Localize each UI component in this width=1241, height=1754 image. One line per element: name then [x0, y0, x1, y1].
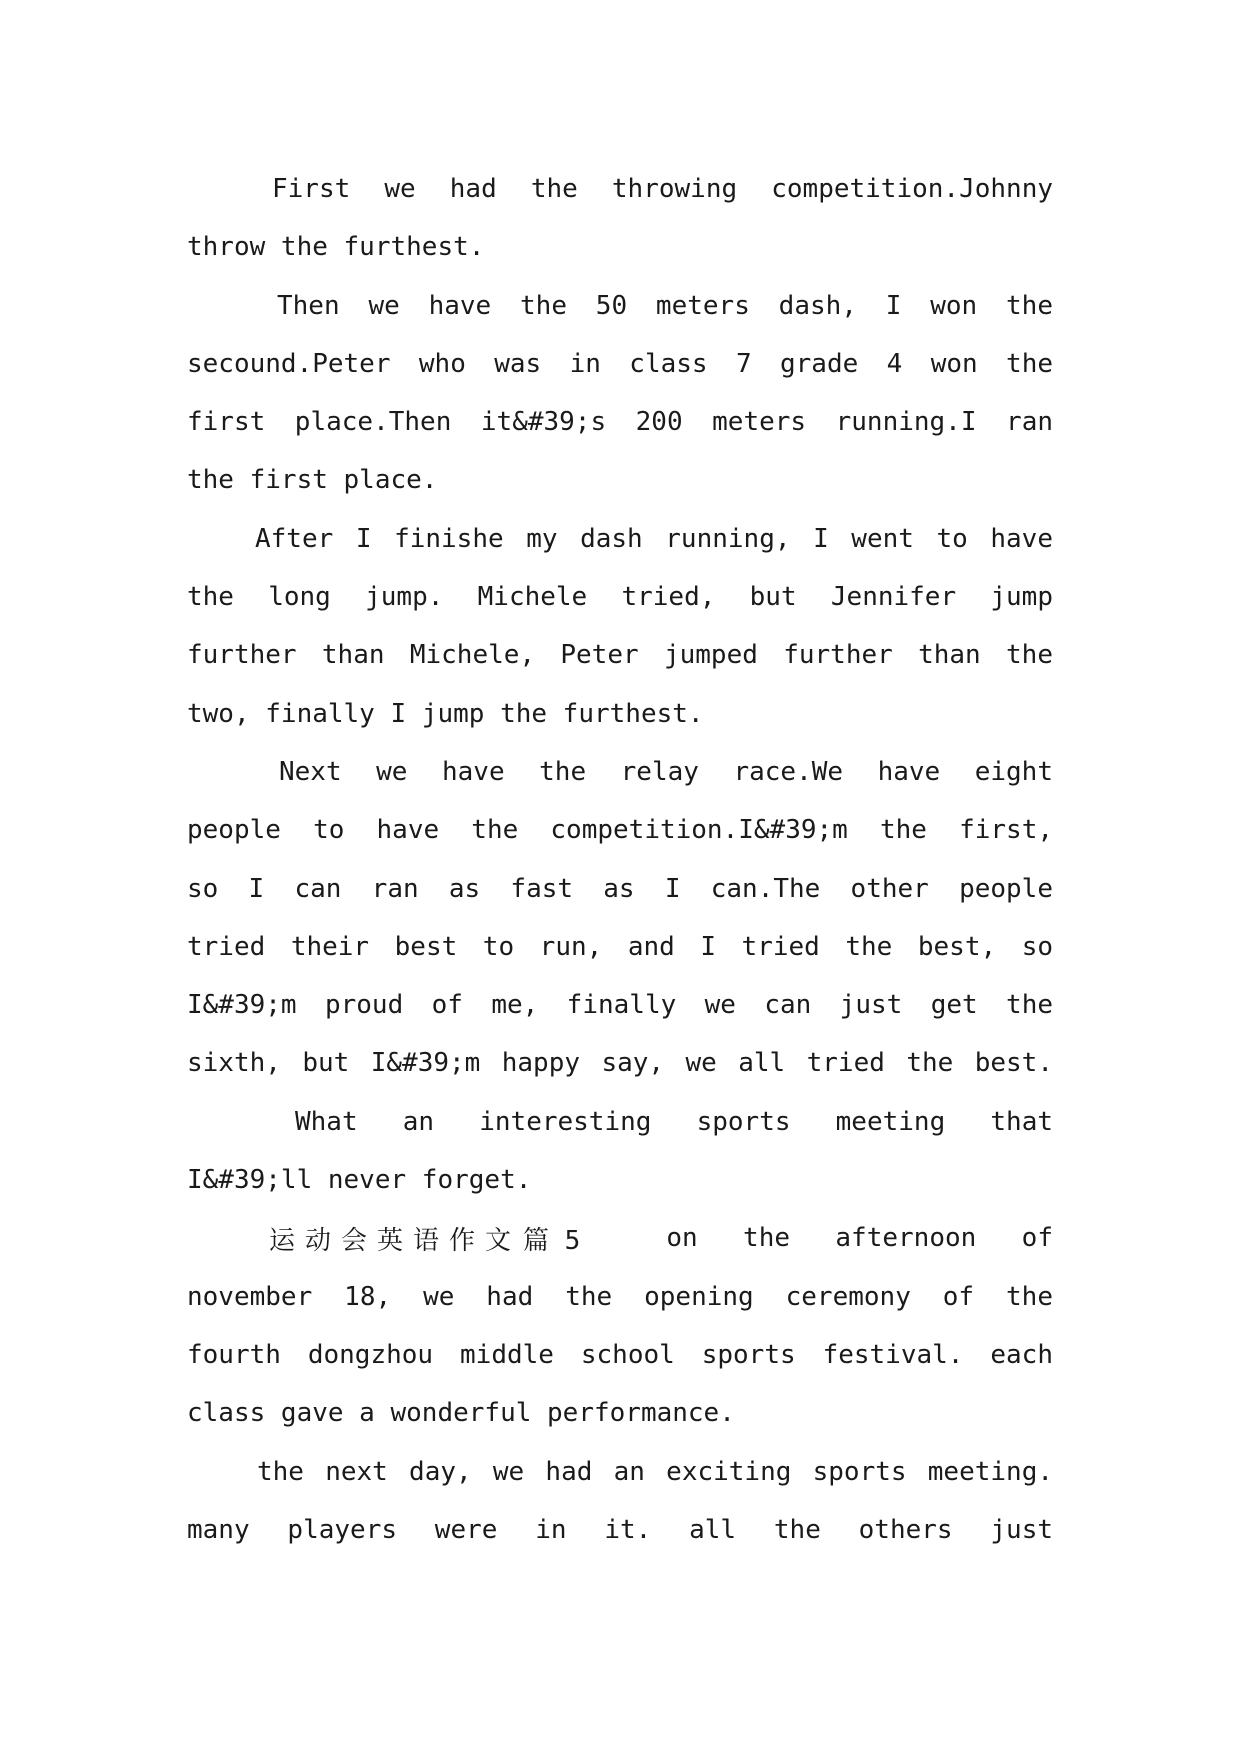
section-paragraph-2-line-1: the next day, we had an exciting sports meeting. — [257, 1456, 1053, 1487]
paragraph-3-line-4: two, finally I jump the furthest. — [187, 698, 704, 729]
paragraph-4-line-1: Next we have the relay race.We have eight — [279, 756, 1053, 787]
paragraph-4-line-2: people to have the competition.I&#39;m the first, — [187, 815, 1053, 846]
section-paragraph-1-line-3: class gave a wonderful performance. — [187, 1398, 735, 1429]
paragraph-3-line-1: After I finishe my dash running, I went to have — [255, 523, 1053, 554]
section-heading-first-line: on the afternoon of — [666, 1223, 1053, 1254]
document-body — [187, 160, 1053, 1559]
paragraph-1-line-1: First we had the throwing competition.Johnny — [272, 174, 1053, 204]
paragraph-5-line-1: What an interesting sports meeting that — [295, 1106, 1053, 1137]
paragraph-3-line-3: further than Michele, Peter jumped further than the — [187, 640, 1053, 671]
section-heading-number: 篇 5 — [523, 1225, 581, 1256]
paragraph-1-line-2: throw the furthest. — [187, 232, 485, 263]
paragraph-4-line-6: sixth, but I&#39;m happy say, we all tried the best. — [187, 1048, 1053, 1079]
section-heading-label: 运动会英语作文 — [269, 1225, 522, 1256]
paragraph-2-line-1: Then we have the 50 meters dash, I won the — [277, 290, 1053, 321]
paragraph-5-line-2: I&#39;ll never forget. — [187, 1165, 532, 1196]
paragraph-4-line-4: tried their best to run, and I tried the best, so — [187, 931, 1053, 962]
paragraph-2-line-2: secound.Peter who was in class 7 grade 4 won the — [187, 348, 1053, 379]
section-paragraph-1-line-1: november 18, we had the opening ceremony of the — [187, 1281, 1053, 1312]
paragraph-2-line-4: the first place. — [187, 465, 438, 496]
paragraph-3-line-2: the long jump. Michele tried, but Jennifer jump — [187, 582, 1053, 613]
paragraph-4-line-3: so I can ran as fast as I can.The other people — [187, 873, 1053, 904]
section-paragraph-2-line-2: many players were in it. all the others just — [187, 1514, 1053, 1545]
section-paragraph-1-line-2: fourth dongzhou middle school sports festival. each — [187, 1339, 1053, 1370]
section-heading — [187, 1209, 1053, 1267]
paragraph-4-line-5: I&#39;m proud of me, finally we can just get the — [187, 990, 1053, 1021]
paragraph-2-line-3: first place.Then it&#39;s 200 meters running.I ran — [187, 407, 1053, 438]
